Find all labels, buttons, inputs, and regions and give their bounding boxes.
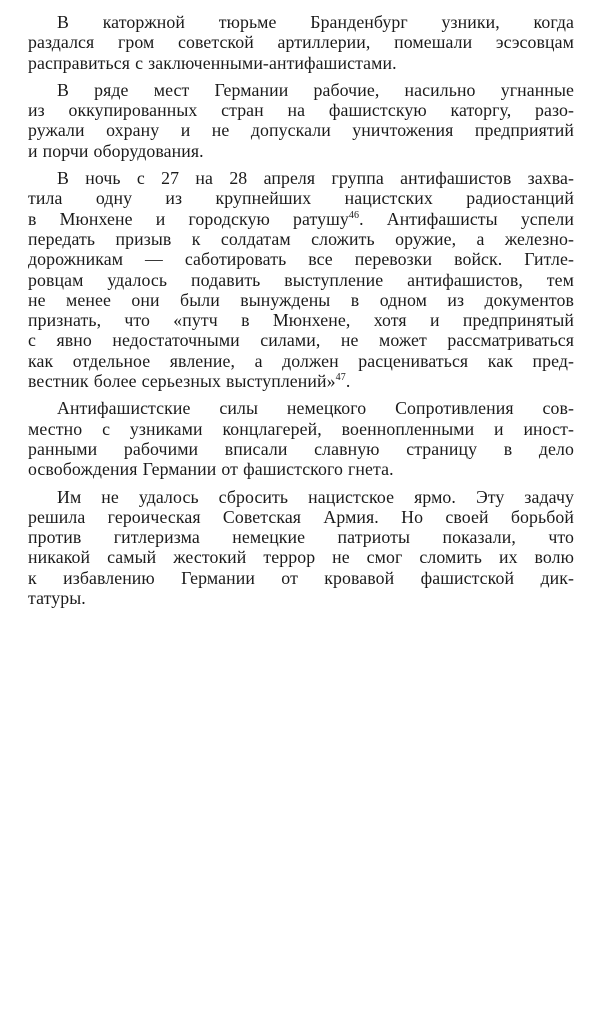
text-line: местно с узниками концлагерей, военнопленными и иност-	[28, 418, 574, 439]
text-line: и порчи оборудования.	[28, 140, 204, 161]
text-line: дорожникам — саботировать все перевозки войск. Гитле-	[28, 249, 574, 270]
footnote-ref-47: 47	[335, 372, 346, 384]
punctuation: .	[345, 371, 351, 392]
text-line: освобождения Германии от фашистского гнета.	[28, 459, 394, 480]
paragraph-4	[28, 398, 574, 479]
document-page	[28, 12, 574, 615]
text-line: решила героическая Советская Армия. Но своей борьбой	[28, 506, 574, 527]
text-line: Антифашистские силы немецкого Сопротивления сов-	[57, 398, 574, 419]
punctuation: .	[359, 208, 364, 229]
text-line: к избавлению Германии от кровавой фашистской дик-	[28, 567, 574, 588]
text-line: признать, что «путч в Мюнхене, хотя и предпринятый	[28, 310, 574, 331]
text-segment: Антифашисты успели	[386, 208, 574, 229]
text-line: ружали охрану и не допускали уничтожения предприятий	[28, 120, 574, 141]
text-line: против гитлеризма немецкие патриоты показали, что	[28, 527, 574, 548]
text-line: с явно недостаточными силами, не может рассматриваться	[28, 330, 574, 351]
text-line: тила одну из крупнейших нацистских радиостанций	[28, 188, 574, 209]
text-line: из оккупированных стран на фашистскую каторгу, разо-	[28, 100, 574, 121]
text-line: никакой самый жестокий террор не смог сломить их волю	[28, 547, 574, 568]
text-segment: вестник более серьезных выступлений»	[28, 371, 336, 392]
paragraph-5	[28, 487, 574, 609]
paragraph-1	[28, 12, 574, 73]
footnote-ref-46: 46	[348, 209, 360, 221]
paragraph-2	[28, 80, 574, 161]
text-line	[28, 209, 574, 229]
text-line: ровцам удалось подавить выступление антифашистов, тем	[28, 269, 574, 290]
text-line: передать призыв к солдатам сложить оружие, а железно-	[28, 228, 574, 249]
text-line: раздался гром советской артиллерии, помешали эсэсовцам	[28, 32, 574, 53]
text-line: не менее они были вынуждены в одном из документов	[28, 289, 574, 310]
text-line: В ряде мест Германии рабочие, насильно угнанные	[57, 79, 574, 100]
paragraph-3	[28, 168, 574, 391]
text-line: ранными рабочими вписали славную страницу в дело	[28, 438, 574, 459]
text-segment: в Мюнхене и городскую ратушу	[28, 208, 349, 229]
text-line: Им не удалось сбросить нацистское ярмо. Эту задачу	[57, 486, 574, 507]
text-line: расправиться с заключенными-антифашистами.	[28, 52, 397, 73]
text-line: как отдельное явление, а должен расцениваться как пред-	[28, 350, 574, 371]
text-line: В каторжной тюрьме Бранденбург узники, когда	[57, 12, 574, 32]
text-line	[28, 371, 574, 391]
text-line: татуры.	[28, 588, 86, 609]
text-line: В ночь с 27 на 28 апреля группа антифашистов захва-	[57, 168, 574, 189]
